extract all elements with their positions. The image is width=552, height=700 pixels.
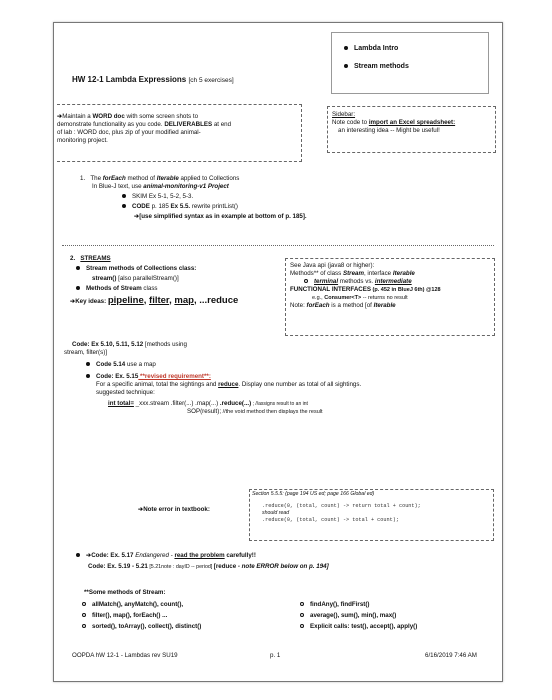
some-methods-left: allMatch(), anyMatch(), count(), filter(), map(), forEach() ... sorted(), toArray(), collect(), distinct() xyxy=(82,601,302,631)
code-section: Code: Ex 5.10, 5.11, 5.12 [methods using stream, filter(s)] Code 5.14 use a map Code: Ex. 5.15 **revised requirement**: For a specific animal, total the sightings and reduce. Display one number as total of all sightings. suggested technique: int total= _xxx.stream .filter(...) .map(...) .reduce(...) ; //assigns result to an int SOP(result); //the void method then displays the result xyxy=(64,341,362,415)
intro-item: Stream methods xyxy=(344,62,409,71)
some-methods-right: findAny(), findFirst() average(), sum(), min(), max() Explicit calls: test(), accept(), apply() xyxy=(300,601,500,631)
bottom-code-items: ➔Code: Ex. 5.17 Endangered - read the problem carefully!! Code: Ex. 5.19 - 5.21 [5.21note : dayID -- period] [reduce - note ERROR below on p. 194] xyxy=(76,552,496,571)
sidebar-box xyxy=(327,106,496,153)
intro-item: Lambda Intro xyxy=(344,44,398,53)
some-methods-heading: **Some methods of Stream: xyxy=(84,589,166,596)
key-term: ...reduce xyxy=(199,295,239,306)
page-title: HW 12-1 Lambda Expressions [ch 5 exercises] xyxy=(72,75,234,84)
key-term: filter xyxy=(149,295,170,306)
sidebar-title: Sidebar: xyxy=(332,111,356,118)
java-api-box: See Java api (java8 or higher): Methods** of class Stream, interface Iterable terminal methods vs. intermediate FUNCTIONAL INTERFACES (p. 452 in BlueJ 6th) @128 e.g., Consumer<T> -- returns no result Note: forEach is a method [of Iterable xyxy=(285,258,495,336)
section-1: 1. The forEach method of Iterable applied to Collections In Blue-J text, use animal-monitoring-v1 Project SKIM Ex 5-1, 5-2, 5-3. CODE p. 185 Ex 5.5. rewrite printList() ➔[use simplified syntax as in example at bottom of p. 185]. xyxy=(80,175,307,220)
sidebar-line: Note code to import an Excel spreadsheet: xyxy=(332,119,456,126)
intro-box xyxy=(331,32,489,94)
deliverable-text: ➔Maintain a WORD doc with some screen shots to demonstrate functionality as you code. DELIVERABLES at end of lab : WORD doc, plus zip of your modified animal- monitoring project. xyxy=(57,113,232,144)
separator xyxy=(62,245,494,246)
sidebar-line: an interesting idea -- Might be useful! xyxy=(338,127,440,134)
section-2: 2. STREAMS Stream methods of Collections class: stream() [also parallelStream()] Methods of Stream class ➔Key ideas: pipeline, filter, map, ...reduce xyxy=(70,255,239,306)
footer-left: OOPDA hW 12-1 - Lambdas rev SU19 xyxy=(72,652,178,659)
key-term: map xyxy=(174,295,194,306)
key-term: pipeline xyxy=(107,295,144,306)
footer-date: 6/16/2019 7:46 AM xyxy=(425,652,477,659)
textbook-note-box: Section 5.5.5: (page 194 US ed; page 166 Global ed) .reduce(0, (total, count) -> return total + count); should read .reduce(0, (total, count) -> total + count); xyxy=(249,489,494,541)
textbook-note-label: ➔Note error in textbook: xyxy=(138,506,210,513)
footer-page-number: p. 1 xyxy=(270,652,281,659)
excel-link[interactable]: import an Excel spreadsheet: xyxy=(368,119,456,126)
deliverable-box xyxy=(57,104,302,162)
document-page xyxy=(53,22,503,682)
